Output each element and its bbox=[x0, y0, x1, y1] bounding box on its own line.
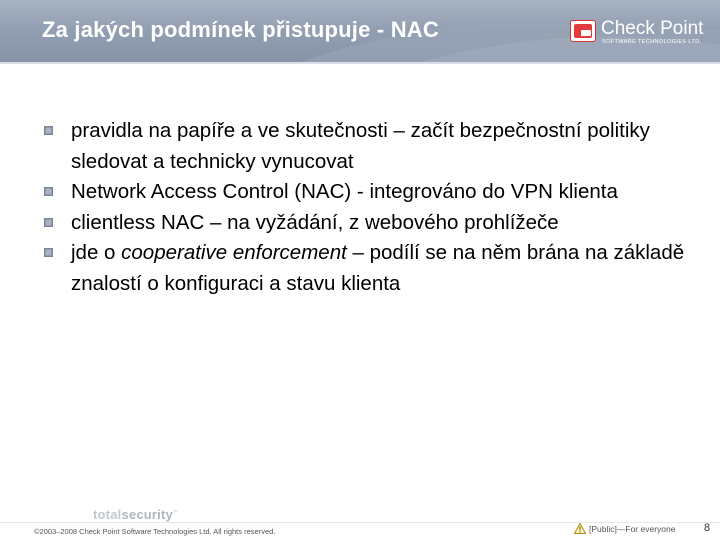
title-banner bbox=[0, 0, 720, 62]
classification-text: [Public]—For everyone bbox=[589, 524, 676, 534]
check-point-logo-icon bbox=[570, 20, 596, 42]
bullet-item bbox=[44, 177, 694, 208]
slide-title: Za jakých podmínek přistupuje - NAC bbox=[42, 17, 439, 42]
bullet-text: clientless NAC – na vyžádání, z webového prohlížeče bbox=[71, 210, 559, 234]
brand-part-security: security bbox=[121, 507, 173, 522]
square-bullet-icon bbox=[44, 218, 53, 227]
bullet-list bbox=[44, 116, 694, 300]
warning-triangle-icon bbox=[574, 523, 586, 534]
brand-part-total: total bbox=[93, 507, 122, 522]
logo-name: Check Point bbox=[601, 18, 704, 39]
logo-tagline: SOFTWARE TECHNOLOGIES LTD. bbox=[602, 39, 702, 45]
bullet-item bbox=[44, 238, 694, 299]
bullet-text-suffix: – podílí se na něm brána na základě znalostí o konfiguraci a stavu klienta bbox=[71, 241, 685, 295]
brand-trademark: ™ bbox=[172, 509, 179, 516]
bullet-text-prefix: jde o bbox=[71, 241, 122, 265]
square-bullet-icon bbox=[44, 248, 53, 257]
footer-brand bbox=[93, 507, 178, 522]
bullet-text: pravidla na papíře a ve skutečnosti – začít bezpečnostní politiky sledovat a technicky vynucovat bbox=[71, 119, 650, 173]
square-bullet-icon bbox=[44, 126, 53, 135]
bullet-item bbox=[44, 116, 694, 177]
page-number: 8 bbox=[704, 522, 711, 534]
bullet-text: Network Access Control (NAC) - integrováno do VPN klienta bbox=[71, 180, 618, 204]
classification-label bbox=[574, 523, 675, 537]
square-bullet-icon bbox=[44, 187, 53, 196]
header-divider bbox=[0, 62, 720, 64]
copyright-notice: ©2003–2008 Check Point Software Technologies Ltd. All rights reserved. bbox=[34, 527, 276, 536]
bullet-item bbox=[44, 208, 694, 239]
bullet-text-emphasis: cooperative enforcement bbox=[121, 241, 347, 265]
check-point-logo bbox=[570, 18, 712, 48]
